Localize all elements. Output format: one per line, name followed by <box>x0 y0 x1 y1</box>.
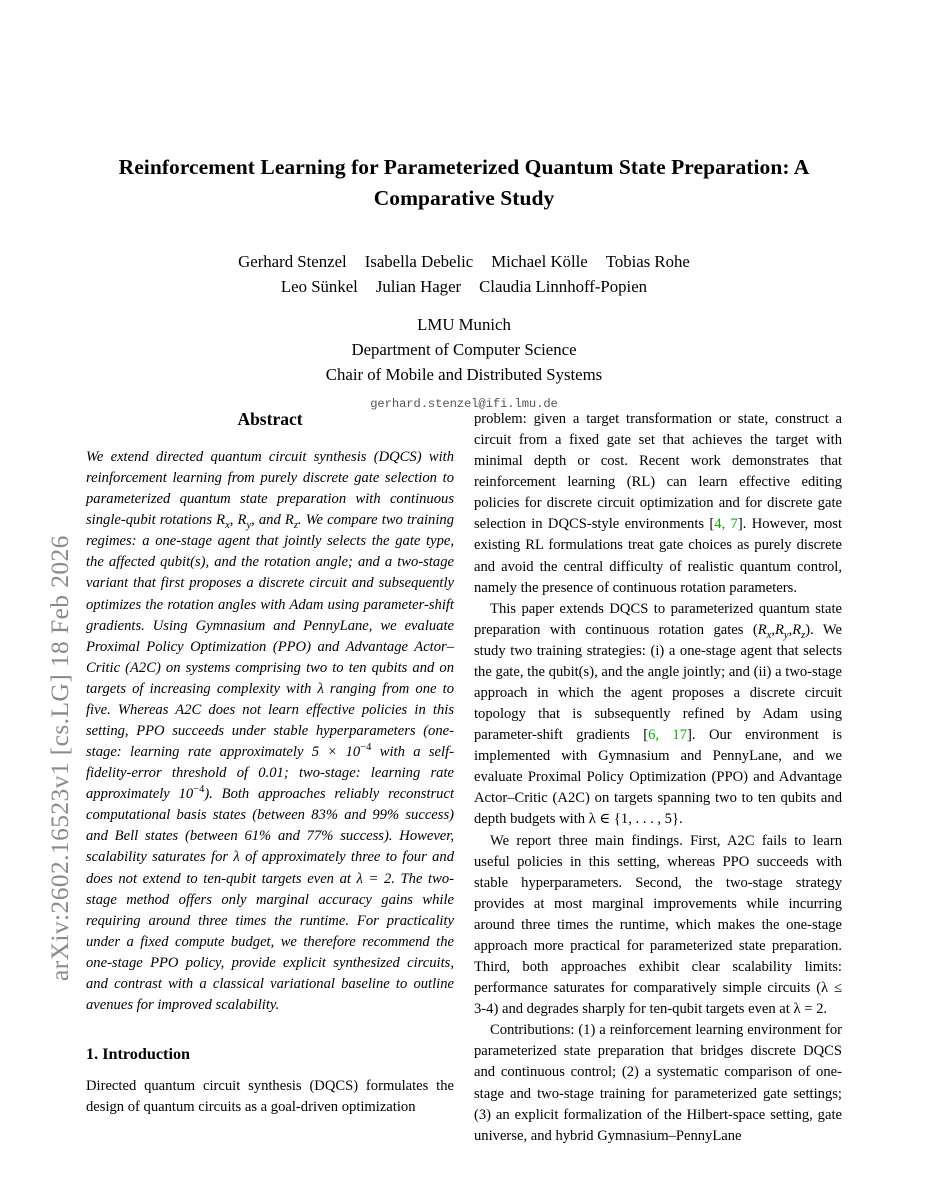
abstract-part-4: ). Both approaches reliably reconstruct computational basis states (between 83% and 99% success) and Bell states (between 61% and 77% success). However, scalability saturates for λ of approximately three to four and does not extend to ten-qubit targets even at λ = 2. The two-stage method offers only marginal accuracy gains while requiring around three times the runtime. For practicality under a fixed compute budget, we therefore recommend the one-stage PPO policy, provide explicit synthesized circuits, and contrast with a classical variational baseline to outline avenues for improved scalability. <box>86 786 455 1014</box>
intro-p2-text-c: ]. Our environment is implemented with Gymnasium and PennyLane, and we evaluate Proximal Policy Optimization (PPO) and Advantage Actor–Critic (A2C) on targets spanning two to ten qubits and depth budgets with λ ∈ {1, . . . , 5}. <box>474 727 843 828</box>
abstract-part-3: with a self-fidelity-error threshold of 0.01; two-stage: learning rate approximately 10 <box>86 744 454 803</box>
two-column-body <box>86 409 842 1147</box>
citation-ref-4-7[interactable]: 4, 7 <box>714 516 738 533</box>
intro-p1-text-a: problem: given a target transformation or state, construct a circuit from a fixed gate set that achieves the target with minimal depth or cost. Recent work demonstrates that reinforcement learning (RL) can learn effective editing policies for discrete circuit optimization and for discrete gate selection in DQCS-style environments [ <box>474 411 842 533</box>
page-title: Reinforcement Learning for Parameterized Quantum State Preparation: A Comparative Study <box>118 155 810 210</box>
author-row-1 <box>86 250 842 275</box>
citation-ref-6-17[interactable]: 6, 17 <box>648 727 688 744</box>
intro-p2-text-b: ). We study two training strategies: (i) a one-stage agent that selects the gate, the qubit(s), and the angle jointly; and (ii) a two-stage approach in which the agent proposes a discrete circuit topology that is subsequently refined by Adam using parameter-shift gradients [ <box>474 621 843 744</box>
intro-paragraph-4-contributions: Contributions: (1) a reinforcement learning environment for parameterized state preparation that bridges discrete DQCS and continuous control; (2) a systematic comparison of one-stage and two-stage training for parameterized gate settings; (3) an explicit formalization of the Hilbert-space setting, gate universe, and hybrid Gymnasium–PennyLane <box>474 1022 842 1144</box>
author: Tobias Rohe <box>605 252 690 272</box>
math-sep: , <box>771 621 775 638</box>
author: Julian Hager <box>375 276 462 296</box>
abstract-part-2: . We compare two training regimes: a one-stage agent that jointly selects the gate type, the affected qubit(s), and the rotation angle; and a two-stage variant that first proposes a discrete circuit and subsequently optimizes the rotation angles with Adam using parameter-shift gradients. Using Gymnasium and PennyLane, we evaluate Proximal Policy Optimization (PPO) and Advantage Actor–Critic (A2C) on systems comprising two to ten qubits and on targets of increasing complexity with λ ranging from one to five. Whereas A2C does not learn effective policies in this setting, PPO succeeds under stable hyperparameters (one-stage: learning rate approximately 5 × 10 <box>86 512 454 761</box>
section-heading-introduction: 1. Introduction <box>86 1045 191 1064</box>
math-rx-sub: x <box>766 629 772 641</box>
intro-paragraph-1-left: Directed quantum circuit synthesis (DQCS) formulates the design of quantum circuits as a goal-driven optimization <box>86 1078 454 1116</box>
math-rz: R <box>284 512 294 529</box>
abstract-part-1: We extend directed quantum circuit synthesis (DQCS) with reinforcement learning from purely discrete gate selection to parameterized quantum state preparation with continuous single-qubit rotations <box>86 449 454 529</box>
affiliation-block <box>86 313 842 387</box>
abstract-heading: Abstract <box>237 409 303 429</box>
abstract-exponent-2: −4 <box>193 784 205 796</box>
intro-paragraph-3: We report three main findings. First, A2C fails to learn useful policies in this setting, whereas PPO succeeds with stable hyperparameters. Second, the two-stage strategy provides at most marginal improvements while incurring around three times the runtime, which makes the one-stage approach more practical for parameterized state preparation. Third, both approaches exhibit clear scalability limits: performance saturates for comparatively simple circuits (λ ≤ 3-4) and degrades sharply for ten-qubit targets even at λ = 2. <box>474 832 842 1018</box>
math-rz-sub: z <box>801 629 806 641</box>
affiliation-line: LMU Munich <box>417 315 511 335</box>
abstract-text <box>86 447 454 1016</box>
paper-page <box>86 0 842 1200</box>
math-sep: , <box>788 621 793 638</box>
author-row-2 <box>86 275 842 300</box>
author: Michael Kölle <box>491 252 588 272</box>
left-column <box>86 409 454 1147</box>
author: Claudia Linnhoff-Popien <box>479 276 648 296</box>
affiliation-line: Chair of Mobile and Distributed Systems <box>325 364 603 384</box>
arxiv-stamp <box>0 0 80 1200</box>
contact-email: gerhard.stenzel@ifi.lmu.de <box>370 397 558 412</box>
abstract-exponent-1: −4 <box>360 742 372 754</box>
intro-p1-text-b: ]. However, most existing RL formulations treat gate choices as purely discrete and avoid the central difficulty of realistic quantum control, namely the presence of continuous rotation parameters. <box>474 516 842 596</box>
math-rz: R <box>792 621 802 638</box>
intro-paragraph-2 <box>474 599 842 831</box>
math-ry: R <box>775 621 784 638</box>
math-rx: R <box>216 512 226 529</box>
author: Gerhard Stenzel <box>238 252 347 272</box>
math-rx-sub: x <box>225 520 230 532</box>
right-column <box>474 409 842 1147</box>
arxiv-stamp-text: arXiv:2602.16523v1 [cs.LG] 18 Feb 2026 <box>45 535 74 981</box>
author: Isabella Debelic <box>364 252 474 272</box>
math-ry-sub: y <box>246 520 252 532</box>
math-ry: R <box>237 512 247 529</box>
intro-p2-text-a: This paper extends DQCS to parameterized quantum state preparation with continuous rotation gates ( <box>474 600 842 638</box>
author: Leo Sünkel <box>280 276 358 296</box>
intro-paragraph-1-right <box>474 409 842 599</box>
abstract-sep-2: , and <box>251 512 285 529</box>
math-rz-sub: z <box>293 520 298 532</box>
math-ry-sub: y <box>783 629 789 641</box>
affiliation-line: Department of Computer Science <box>351 340 577 360</box>
author-list <box>86 250 842 299</box>
abstract-sep-1: , <box>229 512 238 529</box>
math-rx: R <box>757 621 767 638</box>
